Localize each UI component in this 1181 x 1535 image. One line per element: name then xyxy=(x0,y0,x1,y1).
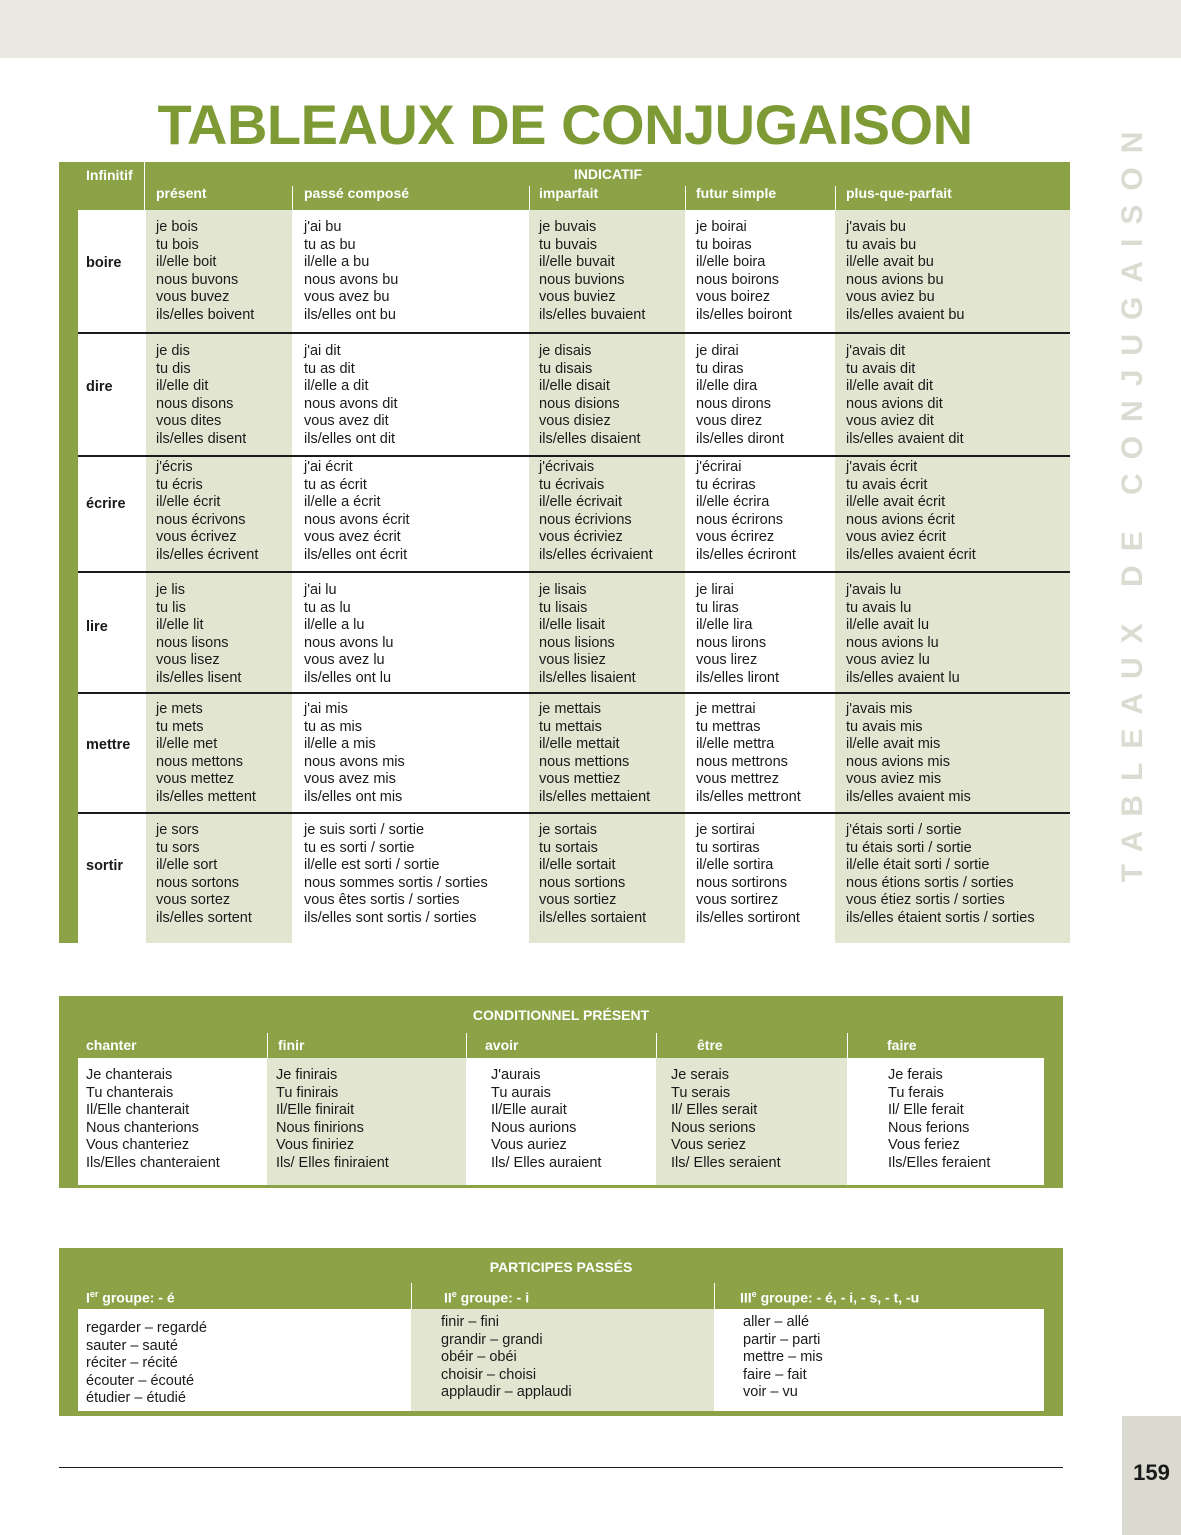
verb-infinitive: écrire xyxy=(86,496,126,512)
conjugation-cell: j'avais bu tu avais bu il/elle avait bu nous avions bu vous aviez bu ils/elles avaient bu xyxy=(846,219,965,323)
conjugation-cell: j'ai mis tu as mis il/elle a mis nous avons mis vous avez mis ils/elles ont mis xyxy=(304,701,405,805)
indicatif-header: INDICATIF xyxy=(573,166,643,182)
cond-col-header: être xyxy=(697,1037,723,1053)
page-number: 159 xyxy=(1133,1460,1170,1485)
group-header: IIe groupe: - i xyxy=(444,1289,530,1306)
group-header: Ier groupe: - é xyxy=(86,1289,175,1306)
conjugation-cell: je lirai tu liras il/elle lira nous lirons vous lirez ils/elles liront xyxy=(696,582,779,686)
conjugation-cell: je sors tu sors il/elle sort nous sortons vous sortez ils/elles sortent xyxy=(156,822,252,926)
page-number-tab xyxy=(1122,1416,1181,1535)
conjugation-cell: j'ai écrit tu as écrit il/elle a écrit nous avons écrit vous avez écrit ils/elles ont écrit xyxy=(304,459,410,563)
conjugation-cell: je disais tu disais il/elle disait nous disions vous disiez ils/elles disaient xyxy=(539,343,641,447)
hdr-sep xyxy=(847,1033,848,1058)
hdr-sep xyxy=(714,1283,715,1309)
row-divider xyxy=(78,332,1070,334)
cond-col-header: finir xyxy=(278,1037,305,1053)
conjugation-cell: je lis tu lis il/elle lit nous lisons vous lisez ils/elles lisent xyxy=(156,582,242,686)
participe-forms: aller – allé partir – parti mettre – mis faire – fait voir – vu xyxy=(743,1314,823,1401)
tense-header: futur simple xyxy=(696,185,777,201)
hdr-sep xyxy=(144,162,145,210)
conditionnel-header: CONDITIONNEL PRÉSENT xyxy=(472,1007,650,1023)
cond-col-header: faire xyxy=(887,1037,917,1053)
conjugation-cell: je bois tu bois il/elle boit nous buvons vous buvez ils/elles boivent xyxy=(156,219,255,323)
hdr-sep xyxy=(656,1033,657,1058)
conjugation-cell: je sortais tu sortais il/elle sortait nous sortions vous sortiez ils/elles sortaient xyxy=(539,822,647,926)
cond-forms: Je ferais Tu ferais Il/ Elle ferait Nous ferions Vous feriez Ils/Elles feraient xyxy=(888,1067,991,1171)
conjugation-cell: j'étais sorti / sortie tu étais sorti / sortie il/elle était sorti / sortie nous étions sortis / sorties vous étiez sortis / sorties ils/elles étaient sortis / sorties xyxy=(846,822,1035,926)
conjugation-cell: j'ai lu tu as lu il/elle a lu nous avons lu vous avez lu ils/elles ont lu xyxy=(304,582,394,686)
hdr-sep xyxy=(685,186,686,210)
conjugation-cell: j'écrivais tu écrivais il/elle écrivait nous écrivions vous écriviez ils/elles écrivaient xyxy=(539,459,653,563)
participe-forms: regarder – regardé sauter – sauté réciter – récité écouter – écouté étudier – étudié xyxy=(86,1320,207,1407)
cond-col-header: avoir xyxy=(485,1037,519,1053)
tense-header: imparfait xyxy=(539,185,599,201)
hdr-sep xyxy=(292,186,293,210)
participe-forms: finir – fini grandir – grandi obéir – obéi choisir – choisi applaudir – applaudi xyxy=(441,1314,572,1401)
conjugation-cell: j'écris tu écris il/elle écrit nous écrivons vous écrivez ils/elles écrivent xyxy=(156,459,259,563)
conjugation-cell: j'avais mis tu avais mis il/elle avait mis nous avions mis vous aviez mis ils/elles avaient mis xyxy=(846,701,971,805)
conjugation-cell: je dis tu dis il/elle dit nous disons vous dites ils/elles disent xyxy=(156,343,247,447)
conjugation-cell: je lisais tu lisais il/elle lisait nous lisions vous lisiez ils/elles lisaient xyxy=(539,582,636,686)
conjugation-cell: j'avais écrit tu avais écrit il/elle avait écrit nous avions écrit vous aviez écrit ils/elles avaient écrit xyxy=(846,459,976,563)
conjugation-cell: je dirai tu diras il/elle dira nous dirons vous direz ils/elles diront xyxy=(696,343,784,447)
conjugation-cell: j'avais dit tu avais dit il/elle avait dit nous avions dit vous aviez dit ils/elles avaient dit xyxy=(846,343,964,447)
footer-rule xyxy=(59,1467,1063,1468)
tense-header: présent xyxy=(156,185,207,201)
cond-forms: Je serais Tu serais Il/ Elles serait Nous serions Vous seriez Ils/ Elles seraient xyxy=(671,1067,781,1171)
tense-header: plus-que-parfait xyxy=(846,185,952,201)
verb-infinitive: sortir xyxy=(86,858,124,874)
conjugation-cell: je sortirai tu sortiras il/elle sortira nous sortirons vous sortirez ils/elles sortiront xyxy=(696,822,800,926)
conjugation-cell: je buvais tu buvais il/elle buvait nous buvions vous buviez ils/elles buvaient xyxy=(539,219,646,323)
tense-header: passé composé xyxy=(304,185,410,201)
infinitif-header: Infinitif xyxy=(86,167,133,183)
row-divider xyxy=(78,692,1070,694)
indicatif-left-bar xyxy=(59,162,78,943)
conjugation-cell: je mettais tu mettais il/elle mettait nous mettions vous mettiez ils/elles mettaient xyxy=(539,701,651,805)
top-band xyxy=(0,0,1181,58)
hdr-sep xyxy=(267,1033,268,1058)
conjugation-cell: j'ai dit tu as dit il/elle a dit nous avons dit vous avez dit ils/elles ont dit xyxy=(304,343,398,447)
verb-infinitive: boire xyxy=(86,255,122,271)
conjugation-cell: je mettrai tu mettras il/elle mettra nous mettrons vous mettrez ils/elles mettront xyxy=(696,701,801,805)
cond-forms: J'aurais Tu aurais Il/Elle aurait Nous aurions Vous auriez Ils/ Elles auraient xyxy=(491,1067,602,1171)
conjugation-cell: je suis sorti / sortie tu es sorti / sortie il/elle est sorti / sortie nous sommes sortis / sorties vous êtes sortis / sorties ils/elles sont sortis / sorties xyxy=(304,822,488,926)
cond-col-header: chanter xyxy=(86,1037,137,1053)
participes-header: PARTICIPES PASSÉS xyxy=(489,1259,633,1275)
conjugation-cell: je boirai tu boiras il/elle boira nous boirons vous boirez ils/elles boiront xyxy=(696,219,792,323)
row-divider xyxy=(78,812,1070,814)
hdr-sep xyxy=(411,1283,412,1309)
hdr-sep xyxy=(529,186,530,210)
verb-infinitive: mettre xyxy=(86,737,131,753)
conjugation-cell: j'écrirai tu écriras il/elle écrira nous écrirons vous écrirez ils/elles écriront xyxy=(696,459,796,563)
row-divider xyxy=(78,571,1070,573)
side-title: TABLEAUX DE CONJUGAISON xyxy=(1116,117,1149,883)
hdr-sep xyxy=(835,186,836,210)
group-header: IIIe groupe: - é, - i, - s, - t, -u xyxy=(740,1289,920,1306)
conjugation-cell: j'ai bu tu as bu il/elle a bu nous avons bu vous avez bu ils/elles ont bu xyxy=(304,219,399,323)
hdr-sep xyxy=(466,1033,467,1058)
page-title: TABLEAUX DE CONJUGAISON xyxy=(157,93,973,156)
cond-forms: Je finirais Tu finirais Il/Elle finirait Nous finirions Vous finiriez Ils/ Elles finiraient xyxy=(276,1067,389,1171)
conjugation-cell: j'avais lu tu avais lu il/elle avait lu nous avions lu vous aviez lu ils/elles avaient lu xyxy=(846,582,960,686)
row-divider xyxy=(78,455,1070,457)
verb-infinitive: dire xyxy=(86,379,113,395)
cond-forms: Je chanterais Tu chanterais Il/Elle chanterait Nous chanterions Vous chanteriez Ils/Elles chanteraient xyxy=(86,1067,220,1171)
conjugation-cell: je mets tu mets il/elle met nous mettons vous mettez ils/elles mettent xyxy=(156,701,256,805)
verb-infinitive: lire xyxy=(86,619,108,635)
